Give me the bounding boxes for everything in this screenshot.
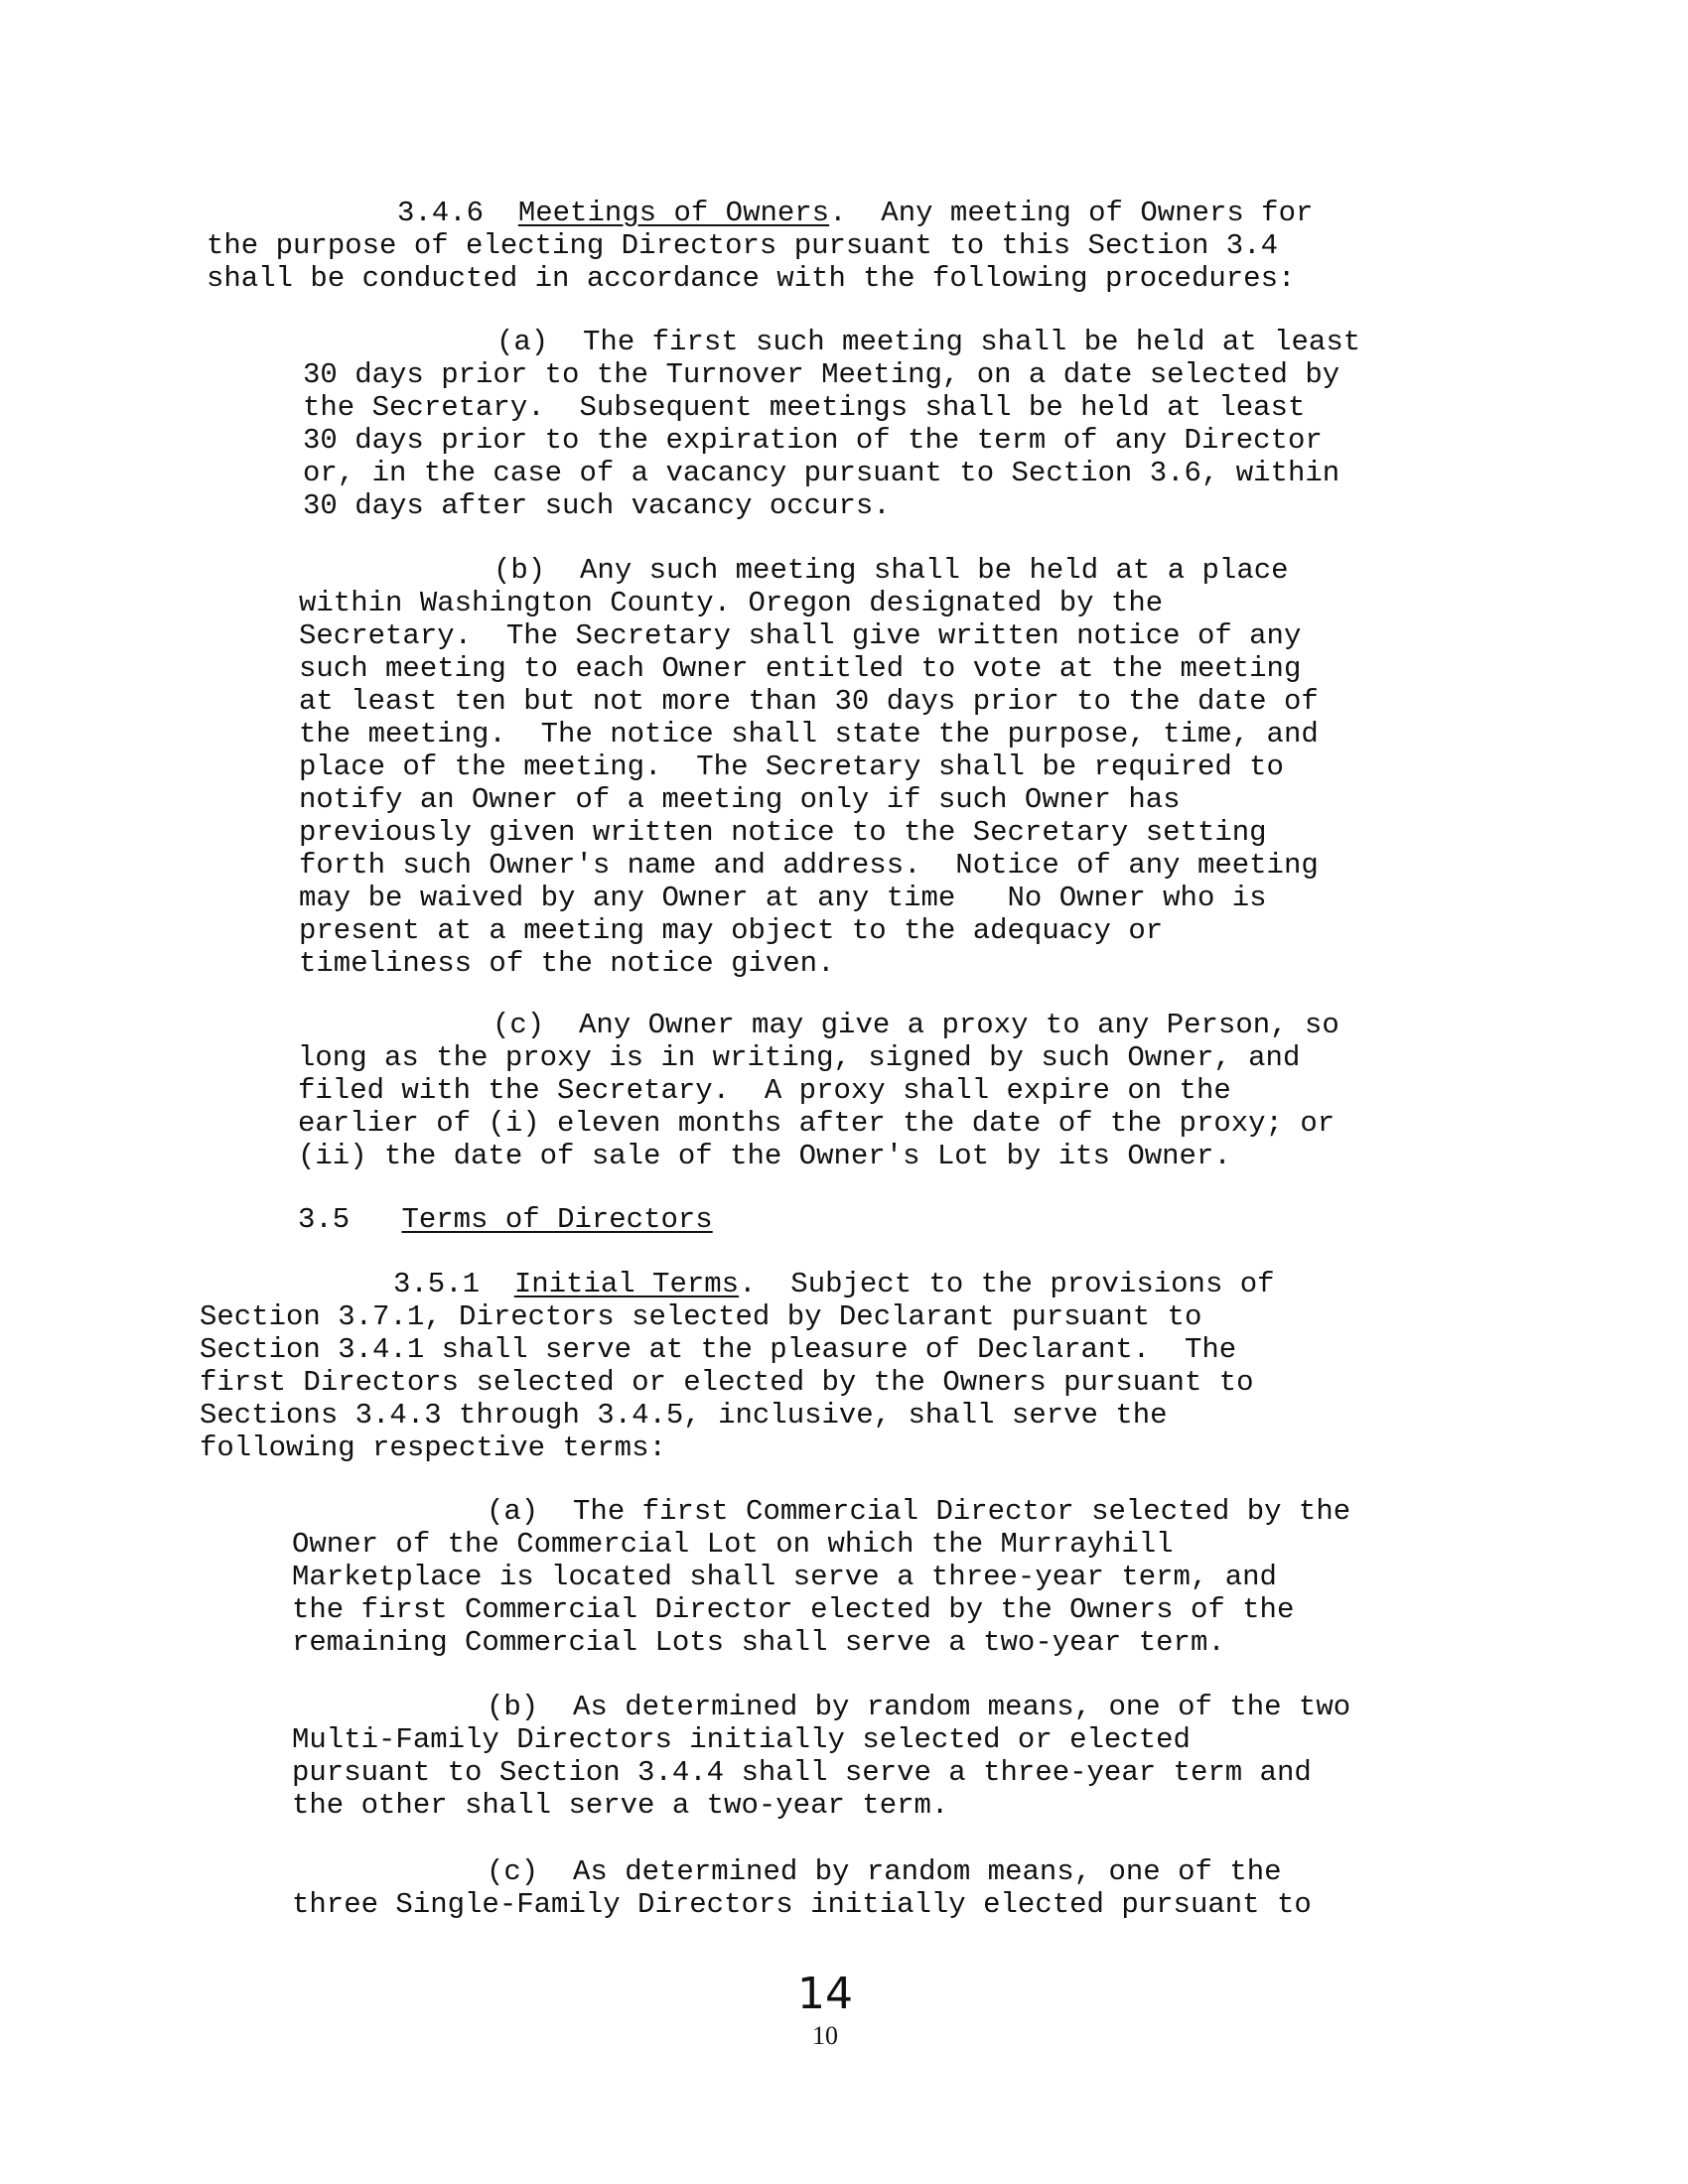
text-line: (c) Any Owner may give a proxy to any Person, so: [492, 1009, 1339, 1041]
text-line: filed with the Secretary. A proxy shall expire on the: [298, 1074, 1231, 1107]
text-line: (b) As determined by random means, one of the two: [487, 1691, 1351, 1723]
text-line: the Secretary. Subsequent meetings shall be held at least: [303, 391, 1306, 424]
terms-paragraph-a: [292, 1495, 1350, 1659]
text-line: may be waived by any Owner at any time No Owner who is: [299, 882, 1267, 914]
section-heading: Terms of Directors: [401, 1203, 713, 1236]
section-3-5-1: [200, 1268, 1275, 1464]
text-line: such meeting to each Owner entitled to vote at the meeting: [299, 652, 1302, 685]
section-number: 3.5.1: [393, 1268, 481, 1300]
text-line: 30 days prior to the Turnover Meeting, on a date selected by: [303, 358, 1340, 391]
text-line: long as the proxy is in writing, signed by such Owner, and: [298, 1041, 1301, 1074]
text-line: present at a meeting may object to the adequacy or: [299, 914, 1164, 947]
text-line: Multi-Family Directors initially selected or elected: [292, 1723, 1191, 1756]
text-line: at least ten but not more than 30 days prior to the date of: [299, 685, 1319, 718]
text-line: forth such Owner's name and address. Notice of any meeting: [299, 849, 1319, 882]
text-line: Owner of the Commercial Lot on which the Murrayhill: [292, 1528, 1174, 1561]
handwritten-page-number: 14: [797, 1969, 853, 2019]
text-line: the other shall serve a two-year term.: [292, 1789, 949, 1822]
text-line: (a) The first Commercial Director selected by the: [487, 1495, 1351, 1528]
page-number: 10: [812, 2021, 838, 2050]
text-line: previously given written notice to the Secretary setting: [299, 816, 1267, 849]
text-line: timeliness of the notice given.: [299, 947, 835, 980]
text-line: Marketplace is located shall serve a three-year term, and: [292, 1561, 1277, 1593]
text-line: Secretary. The Secretary shall give written notice of any: [299, 619, 1302, 652]
text-line: Sections 3.4.3 through 3.4.5, inclusive, shall serve the: [200, 1399, 1168, 1432]
paragraph-b: [299, 554, 1319, 980]
text-line: or, in the case of a vacancy pursuant to Section 3.6, within: [303, 457, 1340, 489]
text-line: the meeting. The notice shall state the purpose, time, and: [299, 718, 1319, 751]
terms-paragraph-b: [292, 1691, 1350, 1822]
text-line: Section 3.7.1, Directors selected by Declarant pursuant to: [200, 1300, 1202, 1333]
text-line: three Single-Family Directors initially elected pursuant to: [292, 1888, 1312, 1921]
text-line: remaining Commercial Lots shall serve a two-year term.: [292, 1626, 1225, 1659]
section-number: 3.4.6: [397, 197, 485, 229]
section-heading: Initial Terms: [513, 1268, 740, 1300]
section-3-4-6: [207, 197, 1313, 295]
paragraph-a: [303, 326, 1360, 522]
text-line: 30 days prior to the expiration of the term of any Director: [303, 424, 1323, 457]
section-number: 3.5: [298, 1203, 351, 1236]
text-line: pursuant to Section 3.4.4 shall serve a three-year term and: [292, 1756, 1312, 1789]
text-line: . Any meeting of Owners for: [829, 197, 1314, 229]
text-line: first Directors selected or elected by the Owners pursuant to: [200, 1366, 1254, 1399]
text-line: Section 3.4.1 shall serve at the pleasure of Declarant. The: [200, 1333, 1237, 1366]
text-line: following respective terms:: [200, 1432, 666, 1464]
section-heading: Meetings of Owners: [517, 197, 830, 229]
text-line: (ii) the date of sale of the Owner's Lot by its Owner.: [298, 1140, 1231, 1172]
text-line: within Washington County. Oregon designated by the: [299, 587, 1164, 619]
terms-paragraph-c: [292, 1855, 1312, 1921]
section-3-5: [298, 1203, 713, 1236]
text-line: (c) As determined by random means, one of the: [487, 1855, 1282, 1888]
text-line: earlier of (i) eleven months after the date of the proxy; or: [298, 1107, 1336, 1140]
text-line: place of the meeting. The Secretary shall be required to: [299, 751, 1284, 783]
text-line: the purpose of electing Directors pursuant to this Section 3.4: [207, 229, 1278, 262]
paragraph-c: [298, 1009, 1339, 1172]
text-line: (b) Any such meeting shall be held at a place: [493, 554, 1289, 587]
text-line: the first Commercial Director elected by the Owners of the: [292, 1593, 1295, 1626]
text-line: 30 days after such vacancy occurs.: [303, 489, 891, 522]
text-line: notify an Owner of a meeting only if such Owner has: [299, 783, 1181, 816]
text-line: . Subject to the provisions of: [739, 1268, 1275, 1300]
text-line: shall be conducted in accordance with the following procedures:: [207, 262, 1296, 295]
text-line: (a) The first such meeting shall be held at least: [496, 326, 1361, 358]
